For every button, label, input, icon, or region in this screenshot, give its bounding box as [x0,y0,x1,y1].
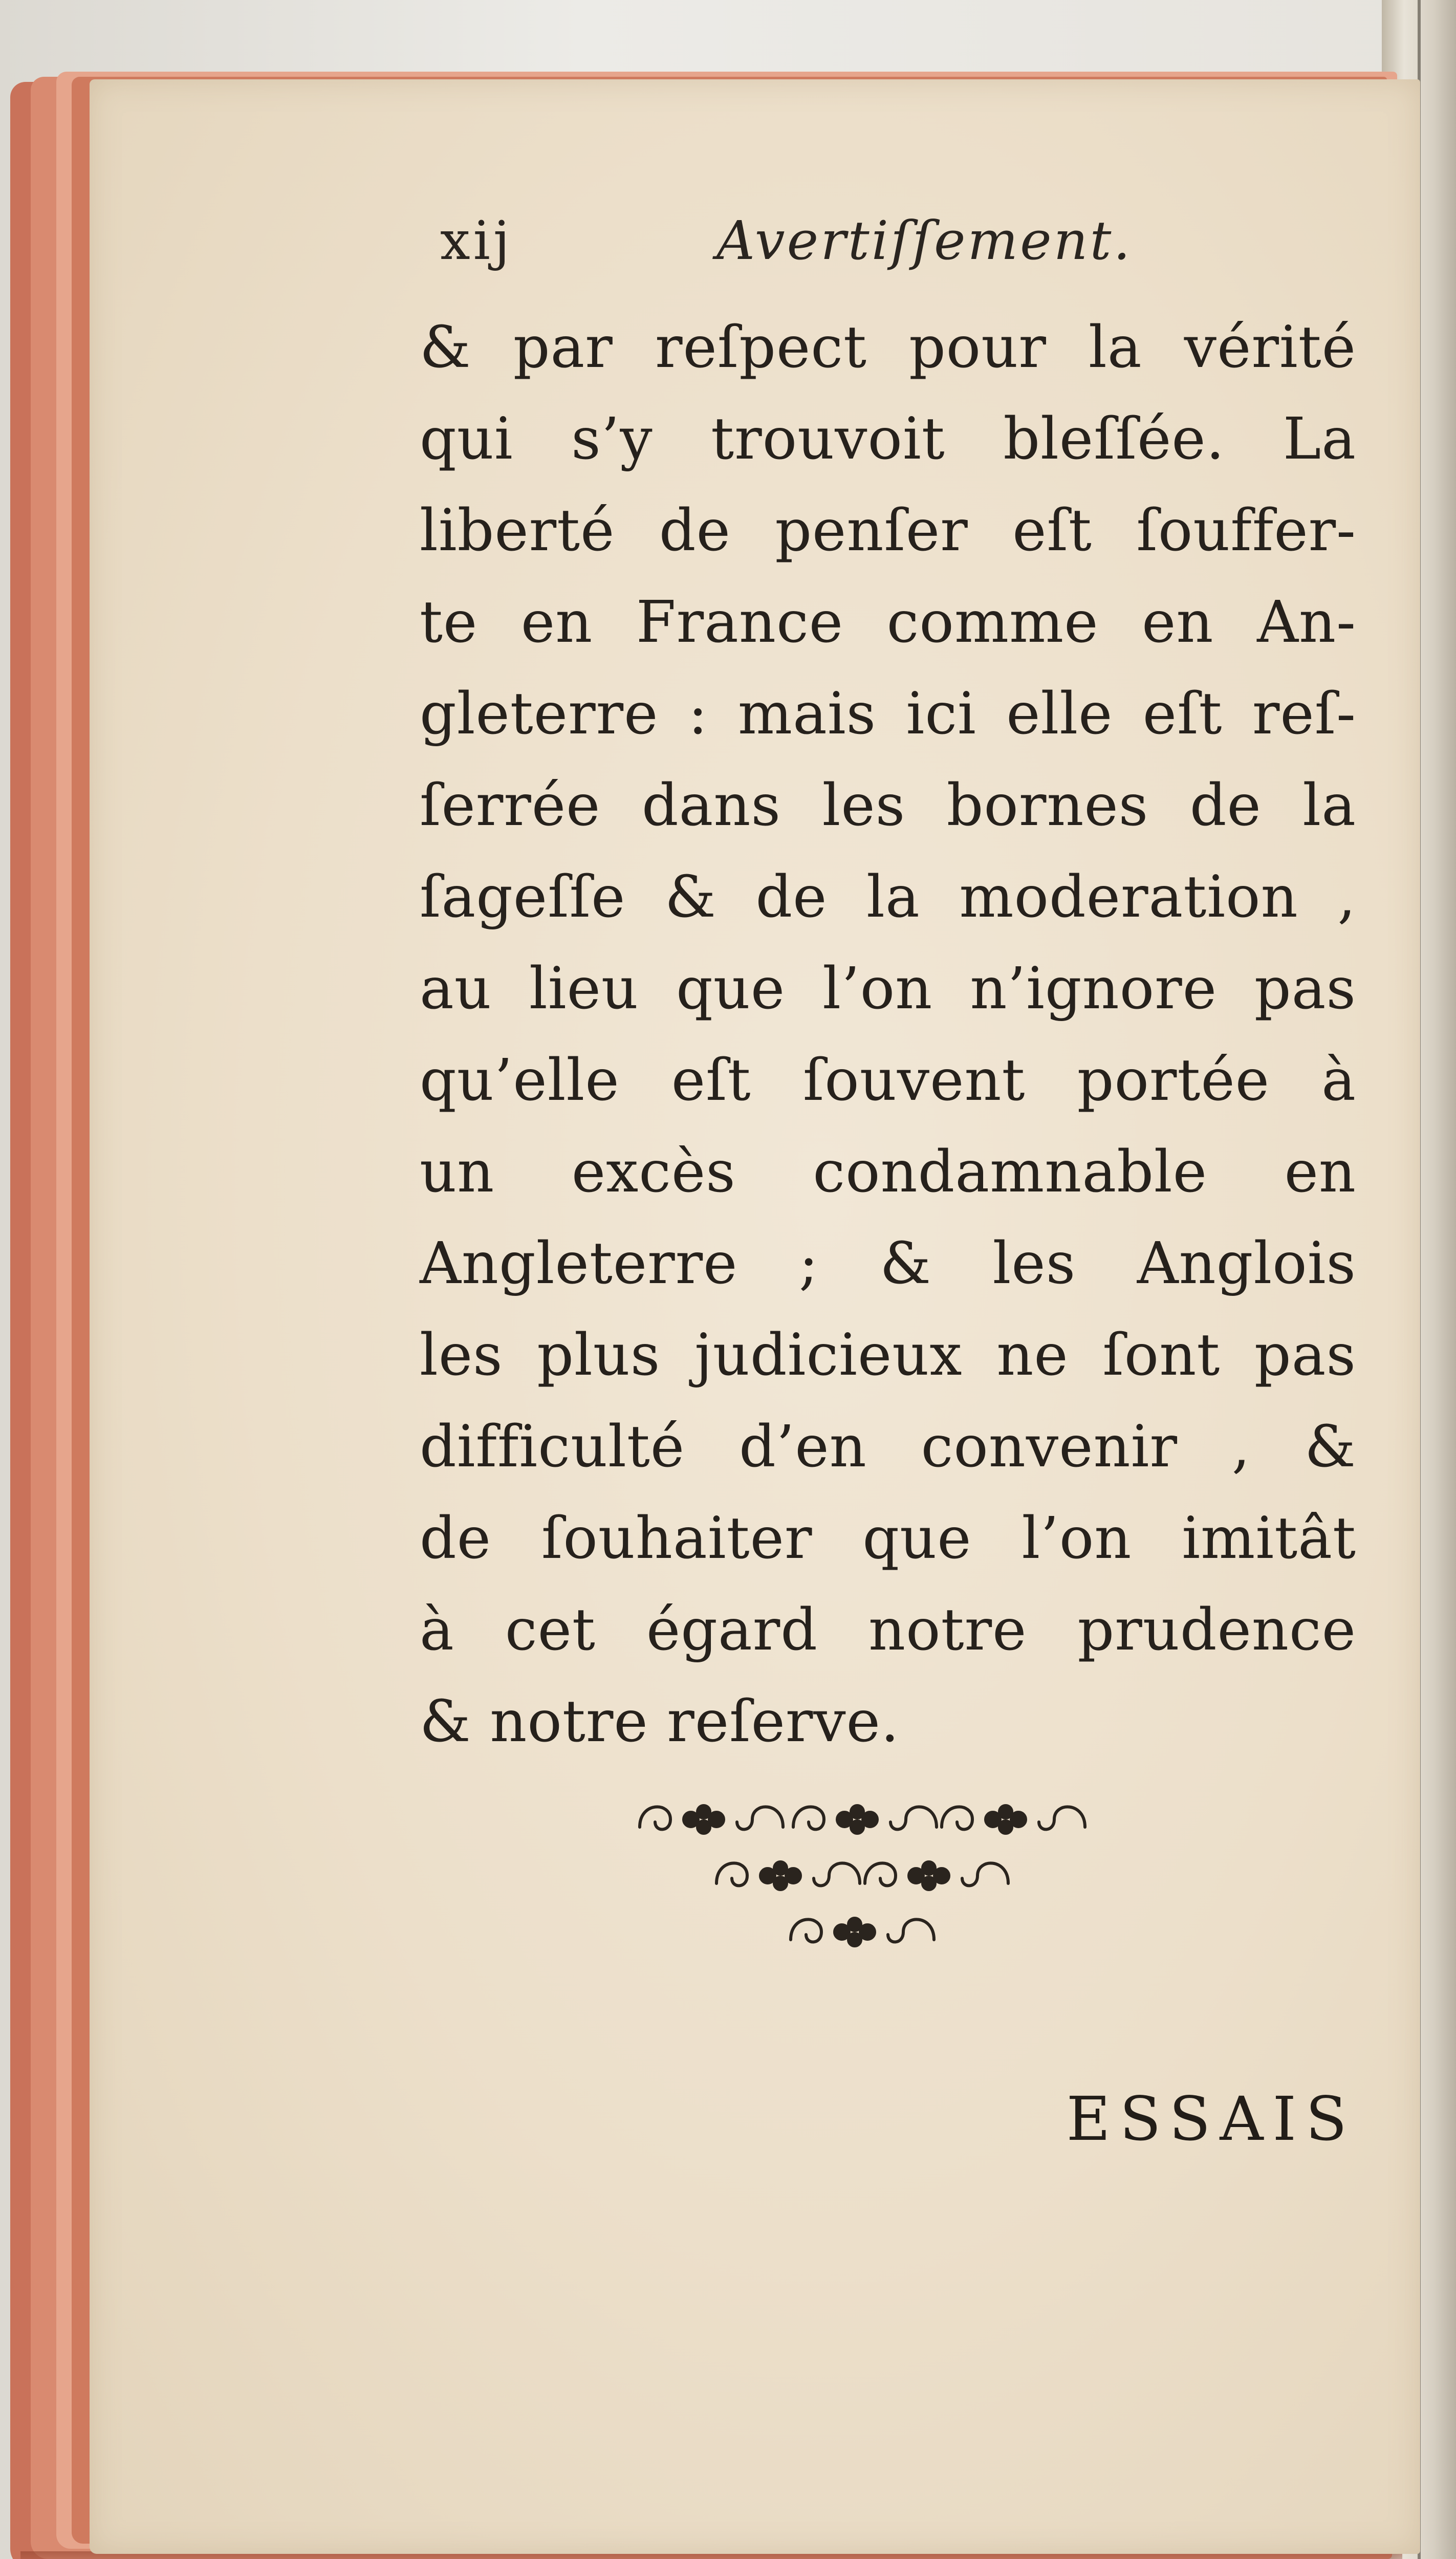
text-line: liberté de penſer eſt ſouffer- [420,497,1356,564]
text-line: & notre reſerve. [420,1688,900,1755]
text-line: qu’elle eſt ſouvent portée à [420,1047,1356,1114]
page-header [440,205,1133,307]
fleuron-ornament-icon [624,1786,1095,1970]
body-text [420,302,1356,1768]
text-line: qui s’y trouvoit bleſſée. La [420,406,1356,472]
text-line: ſageſſe & de la moderation , [420,864,1356,930]
running-title: Avertiſſement. [716,209,1133,272]
text-line: les plus judicieux ne ſont pas [420,1322,1356,1389]
text-line: gleterre : mais ici elle eſt reſ- [420,681,1356,747]
text-line: à cet égard notre prudence [420,1597,1356,1663]
text-line: au lieu que l’on n’ignore pas [420,956,1356,1022]
text-line: un excès condamnable en [420,1139,1356,1205]
text-line: ſerrée dans les bornes de la [420,772,1356,839]
text-line: difficulté d’en convenir , & [420,1414,1356,1480]
text-line: Angleterre ; & les Anglois [420,1230,1356,1297]
text-line: & par reſpect pour la vérité [420,314,1356,381]
text-line: de ſouhaiter que l’on imitât [420,1505,1356,1572]
text-line: te en France comme en An- [420,589,1356,656]
catchword: ESSAIS [1066,2084,1356,2154]
page-number: xij [440,209,513,272]
